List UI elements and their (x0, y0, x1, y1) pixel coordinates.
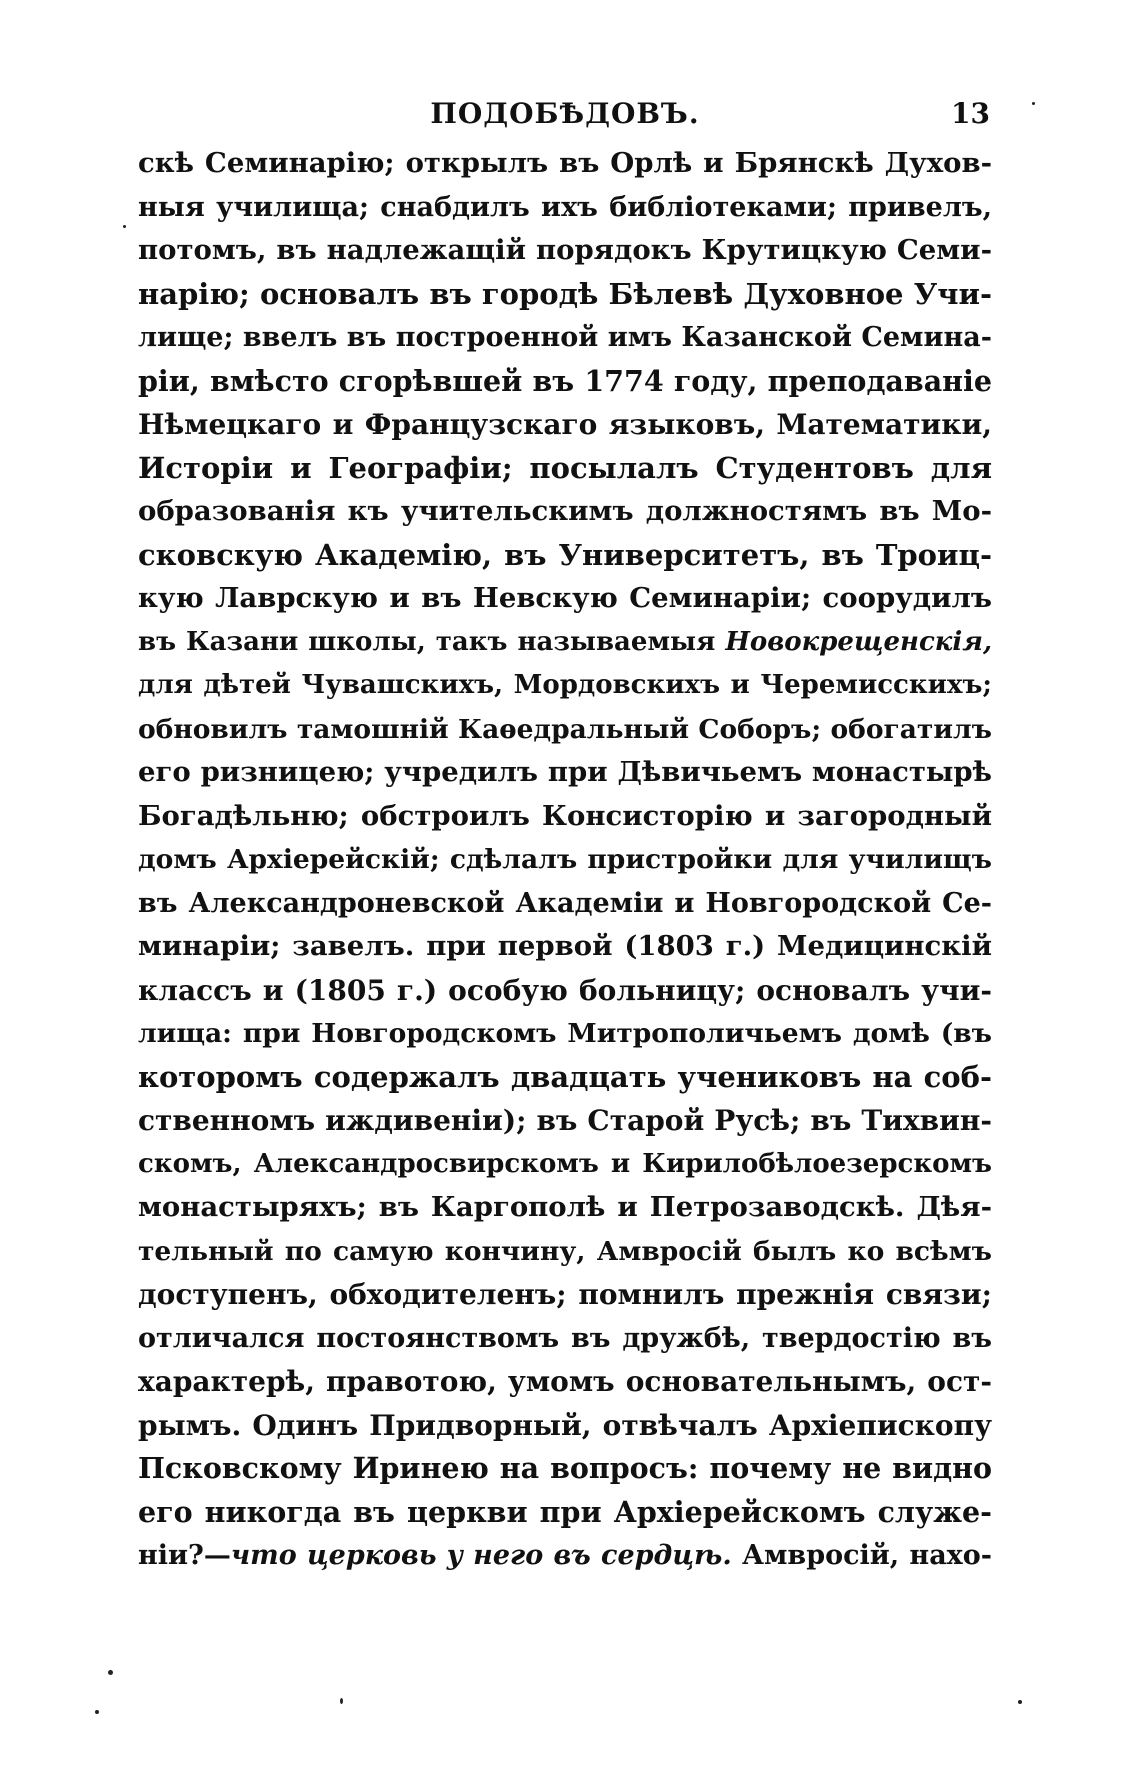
running-title: ПОДОБѢДОВЪ. (430, 97, 700, 130)
text-line: скомъ, Александросвирскомъ и Кирилобѣлоезерскомъ (138, 1148, 992, 1179)
text-line: монастыряхъ; въ Каргополѣ и Петрозаводскѣ. Дѣя- (138, 1191, 992, 1223)
text-line-with-italic (138, 621, 992, 665)
italic-quote: что церковь у него въ сердцѣ. (230, 1540, 732, 1571)
text-line: лище; ввелъ въ построенной имъ Казанской Семина- (138, 322, 992, 353)
text-line: домъ Архіерейскій; сдѣлалъ пристройки для училищъ (138, 844, 992, 875)
text-line: минаріи; завелъ. при первой (1803 г.) Медицинскій (138, 930, 992, 962)
text-line: рымъ. Одинъ Придворный, отвѣчалъ Архіепископу (138, 1408, 992, 1442)
text-line: кую Лаврскую и въ Невскую Семинаріи; соорудилъ (138, 582, 992, 614)
text-line: характерѣ, правотою, умомъ основательнымъ, ост- (138, 1365, 992, 1398)
text-line: его ризницею; учредилъ при Дѣвичьемъ монастырѣ (138, 756, 992, 788)
scan-speck (1032, 102, 1035, 105)
text-line: для дѣтей Чувашскихъ, Мордовскихъ и Черемисскихъ; (138, 670, 992, 700)
text-line: нарію; основалъ въ городѣ Бѣлевѣ Духовное Учи- (138, 276, 992, 311)
scan-speck (123, 225, 126, 228)
text-line: ныя училища; снабдилъ ихъ библіотеками; привелъ, (138, 191, 992, 223)
text-span: въ Казани школы, такъ называемыя (138, 626, 716, 657)
running-head (140, 92, 990, 136)
text-line-with-italic (138, 1534, 992, 1578)
text-span: Амвросій, нахо- (741, 1540, 992, 1571)
text-line: его никогда въ церкви при Архіерейскомъ служе- (138, 1494, 992, 1529)
text-line: тельный по самую кончину, Амвросій былъ ко всѣмъ (138, 1235, 992, 1267)
scan-speck (1018, 1700, 1022, 1704)
text-line: Исторіи и Географіи; посылалъ Студентовъ для (138, 450, 992, 485)
italic-term: Новокрещенскія, (725, 626, 993, 657)
text-line: потомъ, въ надлежащій порядокъ Крутицкую Семи- (138, 234, 992, 266)
page-number: 13 (951, 97, 990, 130)
text-line: доступенъ, обходителенъ; помнилъ прежнія связи; (138, 1278, 992, 1311)
text-line: Нѣмецкаго и Французскаго языковъ, Математики, (138, 408, 992, 441)
text-line: образованія къ учительскимъ должностямъ въ Мо- (138, 495, 992, 527)
text-line: которомъ содержалъ двадцать учениковъ на соб- (138, 1059, 992, 1094)
text-line: отличался постоянствомъ въ дружбѣ, твердостію въ (138, 1322, 992, 1354)
body-text (138, 142, 992, 1578)
scan-speck (108, 1670, 113, 1675)
text-line: ственномъ иждивеніи); въ Старой Русѣ; въ Тихвин- (138, 1104, 992, 1137)
text-line: скѣ Семинарію; открылъ въ Орлѣ и Брянскѣ Духов- (138, 147, 992, 179)
scan-speck (95, 1710, 99, 1714)
text-line: обновилъ тамошній Каѳедральный Соборъ; обогатилъ (138, 713, 992, 745)
text-line: въ Александроневской Академіи и Новгородской Се- (138, 887, 992, 919)
text-line: ріи, вмѣсто сгорѣвшей въ 1774 году, преподаваніе (138, 363, 992, 398)
text-line: сковскую Академію, въ Университетъ, въ Троиц- (138, 537, 992, 572)
text-line: Богадѣльню; обстроилъ Консисторію и загородный (138, 799, 992, 832)
text-span: ніи?— (138, 1540, 231, 1571)
scan-speck (340, 1698, 343, 1704)
text-line: Псковскому Иринею на вопросъ: почему не видно (138, 1451, 992, 1485)
text-line: классъ и (1805 г.) особую больницу; основалъ учи- (138, 973, 992, 1007)
text-line: лища: при Новгородскомъ Митрополичьемъ домѣ (въ (138, 1018, 992, 1049)
